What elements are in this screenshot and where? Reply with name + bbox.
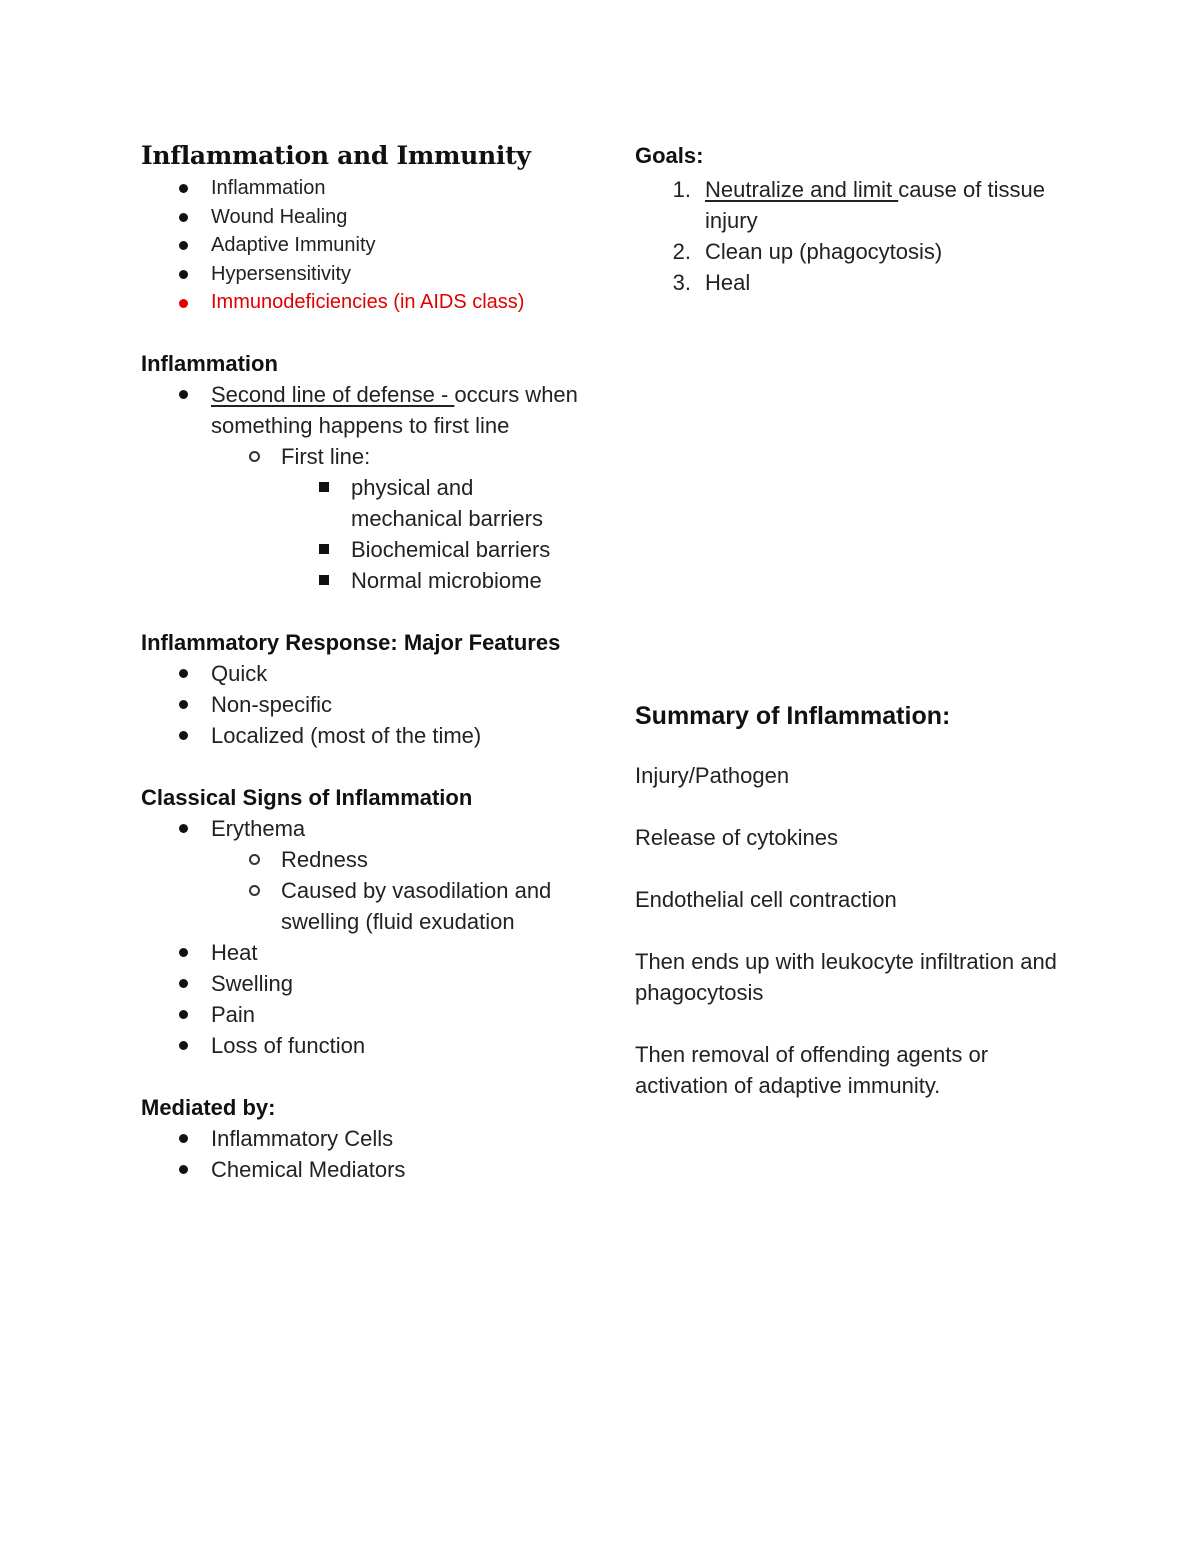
list-item: Adaptive Immunity — [141, 231, 581, 260]
bullet-icon — [141, 379, 211, 410]
hollow-bullet-icon — [211, 875, 281, 906]
overview-list — [141, 174, 581, 317]
nested-list — [281, 472, 581, 596]
bullet-icon — [141, 288, 211, 317]
list-item: Wound Healing — [141, 203, 581, 232]
summary-paragraph: Release of cytokines — [635, 825, 838, 850]
square-bullet-icon — [281, 534, 351, 565]
list-number: 1. — [672, 177, 691, 202]
list-item: Inflammatory Cells — [141, 1123, 581, 1154]
hollow-bullet-icon — [211, 441, 281, 472]
bullet-icon — [141, 174, 211, 203]
list-item: 2. Clean up (phagocytosis) — [635, 236, 1075, 267]
bullet-icon — [141, 1123, 211, 1154]
list-item: Chemical Mediators — [141, 1154, 581, 1185]
goals-list — [635, 174, 1075, 298]
list-item: First line: physical and mechanical barriers Biochemical barriers Normal microbiome — [211, 441, 581, 596]
bullet-icon — [141, 1030, 211, 1061]
underlined-text: Second line of defense - — [211, 381, 455, 407]
summary-paragraph: Injury/Pathogen — [635, 763, 790, 788]
bullet-icon — [141, 689, 211, 720]
square-bullet-icon — [281, 472, 351, 503]
nested-list — [211, 844, 581, 937]
bullet-icon — [141, 658, 211, 689]
bullet-icon — [141, 968, 211, 999]
list-item: Hypersensitivity — [141, 260, 581, 289]
classical-signs-list — [141, 813, 581, 1061]
square-bullet-icon — [281, 565, 351, 596]
right-column — [635, 138, 1075, 1098]
bullet-icon — [141, 720, 211, 751]
underlined-text: Neutralize and limit — [705, 177, 899, 202]
list-item-highlighted: Immunodeficiencies (in AIDS class) — [141, 288, 581, 317]
section-heading-inflammation: Inflammation — [141, 350, 278, 376]
list-item: Quick — [141, 658, 581, 689]
list-number: 2. — [672, 239, 691, 264]
bullet-icon — [141, 937, 211, 968]
list-item: Normal microbiome — [281, 565, 581, 596]
list-item: Biochemical barriers — [281, 534, 581, 565]
list-item: 1. Neutralize and limit cause of tissue injury — [635, 174, 1075, 236]
list-item: 3. Heal — [635, 267, 1075, 298]
list-item: Non-specific — [141, 689, 581, 720]
bullet-icon — [141, 1154, 211, 1185]
section-heading-major-features: Inflammatory Response: Major Features — [141, 629, 561, 655]
summary-paragraph: Then ends up with leukocyte infiltration and phagocytosis — [635, 949, 1057, 1005]
list-item: Erythema Redness Caused by vasodilation and swelling (fluid exudation — [141, 813, 581, 937]
summary-paragraph: Then removal of offending agents or activation of adaptive immunity. — [635, 1042, 989, 1098]
page-title: Inflammation and Immunity — [141, 141, 531, 170]
major-features-list — [141, 658, 581, 751]
list-item: physical and mechanical barriers — [281, 472, 581, 534]
hollow-bullet-icon — [211, 844, 281, 875]
list-item: Second line of defense - occurs when something happens to first line First line: physical and mechanical barriers Biochemical barriers Normal microbiome — [141, 379, 581, 596]
list-item: Swelling — [141, 968, 581, 999]
list-item: Pain — [141, 999, 581, 1030]
list-item: Inflammation — [141, 174, 581, 203]
left-column — [141, 138, 581, 1185]
inflammation-list — [141, 379, 581, 596]
bullet-icon — [141, 999, 211, 1030]
section-heading-summary: Summary of Inflammation: — [635, 702, 951, 730]
bullet-icon — [141, 813, 211, 844]
section-heading-mediated-by: Mediated by: — [141, 1094, 276, 1120]
list-item: Heat — [141, 937, 581, 968]
bullet-icon — [141, 203, 211, 232]
list-item: Redness — [211, 844, 581, 875]
bullet-icon — [141, 231, 211, 260]
list-number: 3. — [672, 270, 691, 295]
list-item: Caused by vasodilation and swelling (fluid exudation — [211, 875, 581, 937]
summary-paragraph: Endothelial cell contraction — [635, 887, 897, 912]
section-heading-classical-signs: Classical Signs of Inflammation — [141, 784, 473, 810]
section-heading-goals: Goals: — [635, 143, 704, 168]
summary-section — [635, 698, 1075, 1101]
mediated-by-list — [141, 1123, 581, 1185]
bullet-icon — [141, 260, 211, 289]
nested-list — [211, 441, 581, 596]
list-item: Loss of function — [141, 1030, 581, 1061]
list-item: Localized (most of the time) — [141, 720, 581, 751]
